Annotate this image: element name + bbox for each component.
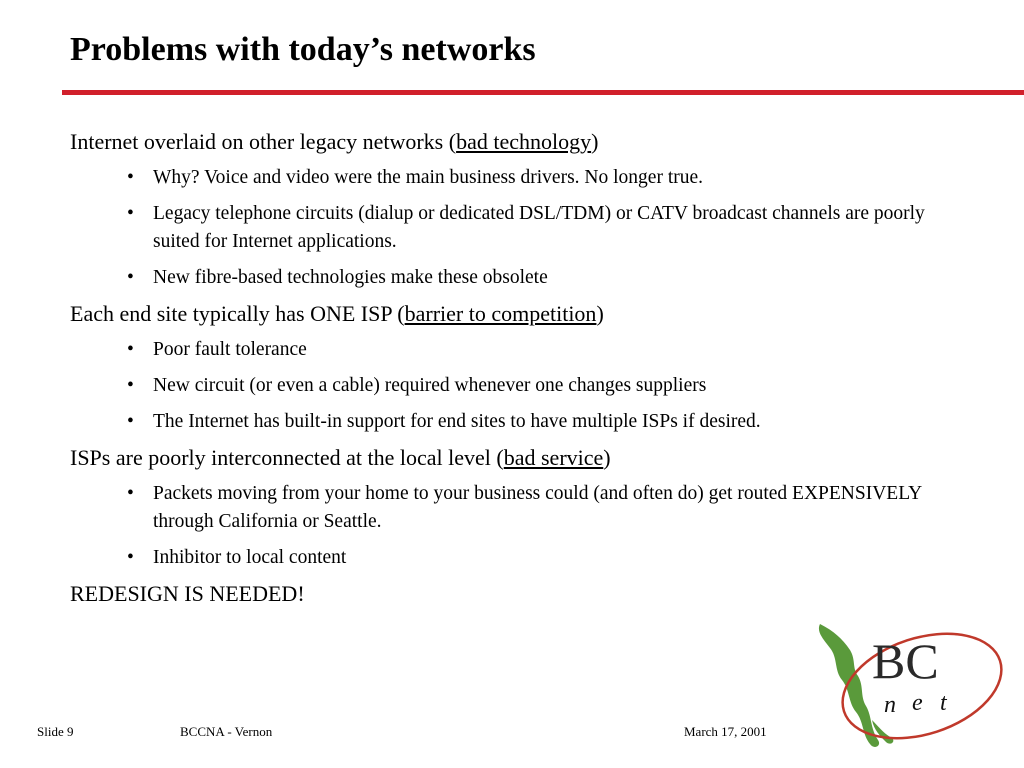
bullet-icon: • <box>127 411 134 432</box>
sub-point <box>70 336 950 364</box>
sub-point <box>70 200 950 256</box>
logo-letter-t: t <box>940 690 947 716</box>
title-rule <box>62 90 1024 95</box>
sub-point <box>70 544 950 572</box>
bullet-icon: • <box>127 167 134 188</box>
sub-point-list <box>70 336 950 436</box>
bullet-icon: • <box>127 267 134 288</box>
sub-point-text: The Internet has built-in support for end sites to have multiple ISPs if desired. <box>153 411 761 432</box>
logo-letter-n: n <box>884 692 896 718</box>
bullet-icon: • <box>127 203 134 224</box>
point-text: Each end site typically has ONE ISP ( <box>70 301 405 326</box>
point-text-end: ) <box>596 301 604 326</box>
point-underlined-phrase: bad technology <box>456 129 592 154</box>
title-rule-bar <box>62 90 1024 95</box>
point-underlined-phrase: bad service <box>503 445 604 470</box>
footer-date: March 17, 2001 <box>684 724 767 739</box>
bullet-icon: • <box>127 339 134 360</box>
point-text: Internet overlaid on other legacy networks ( <box>70 129 457 154</box>
bullet-icon: • <box>127 483 134 504</box>
logo-letters: BC <box>872 633 939 689</box>
sub-point-text: Why? Voice and video were the main business drivers. No longer true. <box>153 167 704 188</box>
sub-point <box>70 164 950 192</box>
point-text: ISPs are poorly interconnected at the local level ( <box>70 445 504 470</box>
main-point <box>70 300 950 328</box>
slide-content <box>70 128 950 616</box>
sub-point-text: Packets moving from your home to your business could (and often do) get routed EXPENSIVELY through California or Seattle. <box>153 483 922 532</box>
main-point <box>70 128 950 156</box>
bcnet-logo <box>812 616 1012 756</box>
logo-coastline-shape <box>819 624 879 747</box>
point-text: REDESIGN IS NEEDED! <box>70 581 305 606</box>
sub-point-text: Legacy telephone circuits (dialup or dedicated DSL/TDM) or CATV broadcast channels are poorly suited for Internet applications. <box>153 203 925 252</box>
point-text-end: ) <box>603 445 611 470</box>
point-underlined-phrase: barrier to competition <box>404 301 597 326</box>
main-point <box>70 444 950 472</box>
logo-letter-e: e <box>912 690 923 716</box>
slide-title: Problems with today’s networks <box>70 31 536 68</box>
sub-point <box>70 480 950 536</box>
sub-point-text: New fibre-based technologies make these obsolete <box>153 267 548 288</box>
sub-point-text: Inhibitor to local content <box>153 547 347 568</box>
footer-slide-number: Slide 9 <box>37 724 74 739</box>
sub-point-list <box>70 164 950 292</box>
sub-point-text: Poor fault tolerance <box>153 339 307 360</box>
sub-point <box>70 372 950 400</box>
sub-point-text: New circuit (or even a cable) required whenever one changes suppliers <box>153 375 707 396</box>
bullet-icon: • <box>127 375 134 396</box>
bullet-icon: • <box>127 547 134 568</box>
sub-point <box>70 408 950 436</box>
main-point-conclusion <box>70 580 950 608</box>
footer-organization: BCCNA - Vernon <box>180 724 273 739</box>
point-text-end: ) <box>591 129 599 154</box>
sub-point-list <box>70 480 950 572</box>
sub-point <box>70 264 950 292</box>
